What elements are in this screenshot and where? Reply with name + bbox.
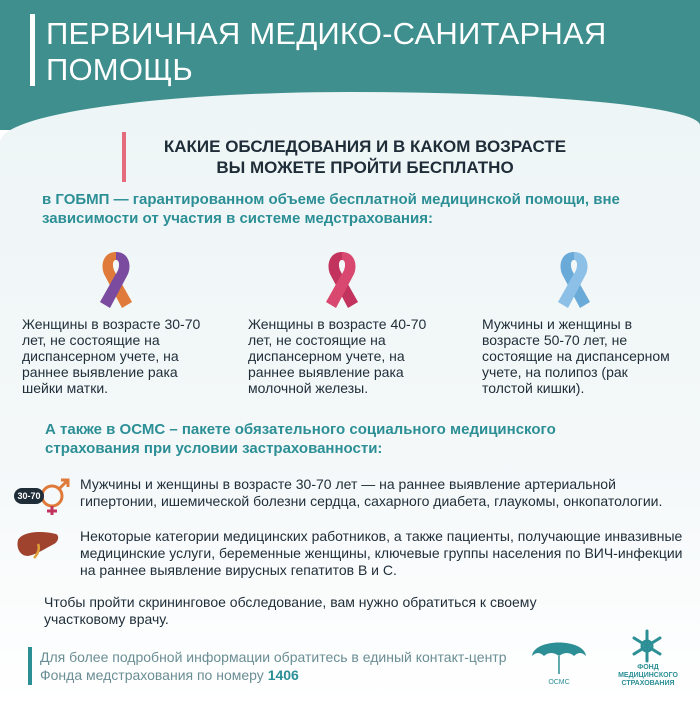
contact-number: 1406 (267, 667, 299, 683)
screening-note: Чтобы пройти скрининговое обследование, вам нужно обратиться к своему участковому врачу. (44, 594, 537, 627)
contact-info (40, 648, 510, 684)
gender-symbols-icon (14, 476, 72, 516)
contact-accent-bar (28, 647, 32, 685)
page-title: ПЕРВИЧНАЯ МЕДИКО-САНИТАРНАЯ ПОМОЩЬ (46, 16, 607, 87)
osms-logo-label: ОСМС (548, 679, 570, 686)
section-subtitle: КАКИЕ ОБСЛЕДОВАНИЯ И В КАКОМ ВОЗРАСТЕ ВЫ МОЖЕТЕ ПРОЙТИ БЕСПЛАТНО (163, 137, 567, 177)
osms-item-hepatitis-text: Некоторые категории медицинских работников, а также пациенты, получающие инвазивные медицинские услуги, беременные женщины, ключевые группы населения по ВИЧ-инфекции на раннее выявление вирусных гепатитов В и С. (80, 528, 683, 578)
screening-cervical-text: Женщины в возрасте 30-70 лет, не состоящие на диспансерном учете, на раннее выявление рака шейки матки. (22, 316, 201, 396)
title-accent-bar (30, 14, 35, 86)
cervical-cancer-ribbon-icon (88, 248, 144, 312)
contact-text: Для более подробной информации обратитесь в единый контакт-центр Фонда медстрахования по номеру (40, 649, 507, 683)
colon-cancer-ribbon-icon (546, 248, 602, 312)
age-badge: 30-70 (17, 491, 41, 501)
liver-icon (16, 530, 60, 560)
osms-umbrella-logo (528, 628, 590, 700)
screening-colon-text: Мужчины и женщины в возрасте 50-70 лет, не состоящие на диспансерном учете, на полипоз (рак толстой кишки). (482, 316, 670, 396)
fund-logo-label: ФОНД МЕДИЦИНСКОГО СТРАХОВАНИЯ (618, 664, 678, 687)
breast-cancer-ribbon-icon (314, 248, 370, 312)
gobmp-intro: в ГОБМП — гарантированном объеме бесплатной медицинской помощи, вне зависимости от участия в системе медстрахования: (42, 191, 620, 227)
screening-breast-text: Женщины в возрасте 40-70 лет, не состоящие на диспансерном учете, на раннее выявление рака молочной железы. (248, 316, 427, 396)
osms-intro: А также в ОСМС – пакете обязательного социального медицинского страхования при условии застрахованности: (45, 421, 556, 457)
osms-item-cardio-text: Мужчины и женщины в возрасте 30-70 лет — на раннее выявление артериальной гипертонии, ишемической болезни сердца, сахарного диабета, глаукомы, онкопатологии. (80, 476, 663, 509)
